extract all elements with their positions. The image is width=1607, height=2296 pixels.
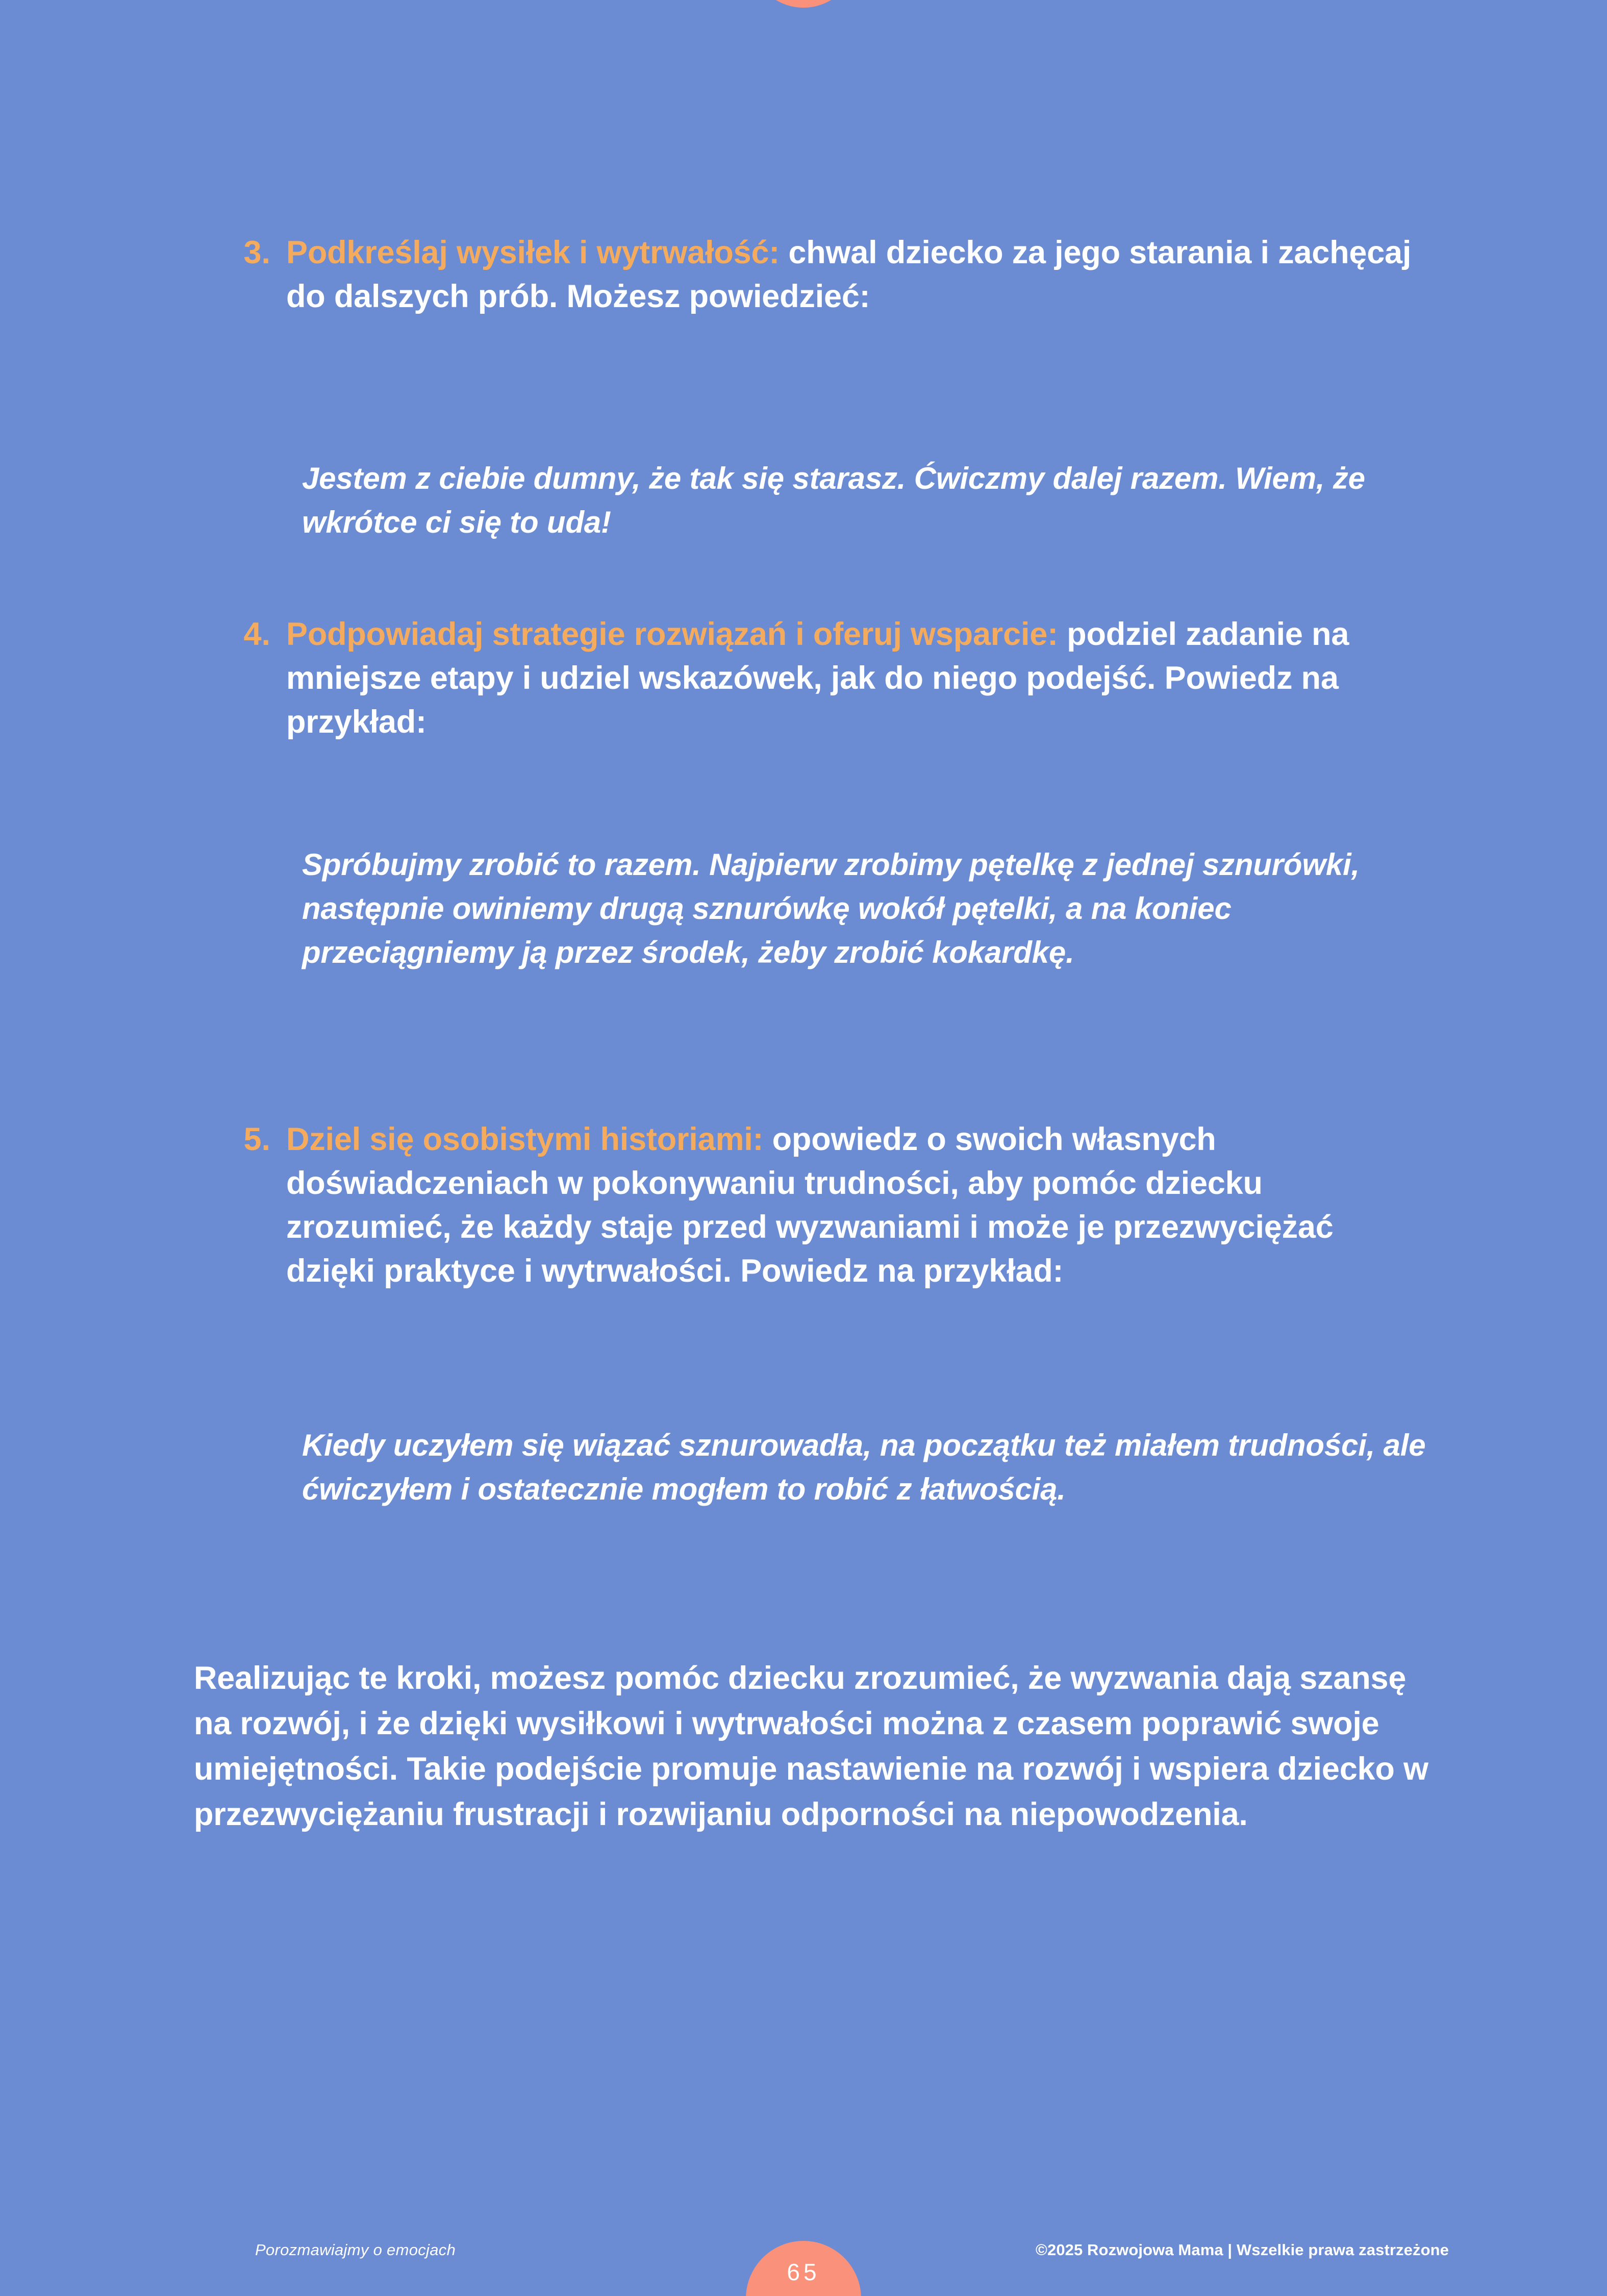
quote-block-4 (194, 843, 1428, 975)
list-item-4 (194, 612, 1428, 744)
footer-copyright: ©2025 Rozwojowa Mama | Wszelkie prawa zastrzeżone (1036, 2241, 1449, 2259)
quote-block-3 (194, 457, 1428, 544)
list-number-4: 4. (243, 616, 270, 652)
list-text-5: opowiedz o swoich własnych doświadczeniach w pokonywaniu trudności, aby pomóc dziecku zrozumieć, że każdy staje przed wyzwaniami i może je przezwyciężać dzięki praktyce i wytrwałości. Powiedz na przykład: (286, 1121, 1334, 1289)
footer-book-title: Porozmawiajmy o emocjach (255, 2241, 456, 2259)
closing-paragraph: Realizując te kroki, możesz pomóc dziecku zrozumieć, że wyzwania dają szansę na rozwój, i że dzięki wysiłkowi i wytrwałości można z czasem poprawić swoje umiejętności. Takie podejście promuje nastawienie na rozwój i wspiera dziecko w przezwyciężaniu frustracji i rozwijaniu odporności na niepowodzenia. (194, 1660, 1428, 1832)
list-text-3: chwal dziecko za jego starania i zachęcaj do dalszych prób. Możesz powiedzieć: (286, 235, 1412, 314)
quote-block-5 (194, 1424, 1428, 1511)
quote-text-4: Spróbujmy zrobić to razem. Najpierw zrobimy pętelkę z jednej sznurówki, następnie owiniemy drugą sznurówkę wokół pętelki, a na koniec przeciągniemy ją przez środek, żeby zrobić kokardkę. (302, 847, 1360, 969)
list-number-3: 3. (243, 235, 270, 270)
list-body-4 (270, 612, 1428, 744)
list-body-5 (270, 1117, 1428, 1293)
list-body-3 (270, 231, 1428, 318)
list-item-5 (194, 1117, 1428, 1293)
quote-text-3: Jestem z ciebie dumny, że tak się starasz. Ćwiczmy dalej razem. Wiem, że wkrótce ci się to uda! (302, 461, 1365, 539)
list-lead-5: Dziel się osobistymi historiami: (286, 1121, 764, 1157)
numbered-list-row (194, 612, 1428, 744)
decorative-circle-top (750, 0, 857, 8)
list-lead-3: Podkreślaj wysiłek i wytrwałość: (286, 235, 780, 270)
list-text-4: podziel zadanie na mniejsze etapy i udziel wskazówek, jak do niego podejść. Powiedz na przykład: (286, 616, 1349, 740)
numbered-list-row (194, 231, 1428, 318)
list-item-3 (194, 231, 1428, 318)
numbered-list-row (194, 1117, 1428, 1293)
quote-text-5: Kiedy uczyłem się wiązać sznurowadła, na początku też miałem trudności, ale ćwiczyłem i ostatecznie mogłem to robić z łatwością. (302, 1428, 1426, 1506)
page-number-badge: 65 (746, 2241, 861, 2296)
list-lead-4: Podpowiadaj strategie rozwiązań i oferuj wsparcie: (286, 616, 1058, 652)
list-number-5: 5. (243, 1121, 270, 1157)
